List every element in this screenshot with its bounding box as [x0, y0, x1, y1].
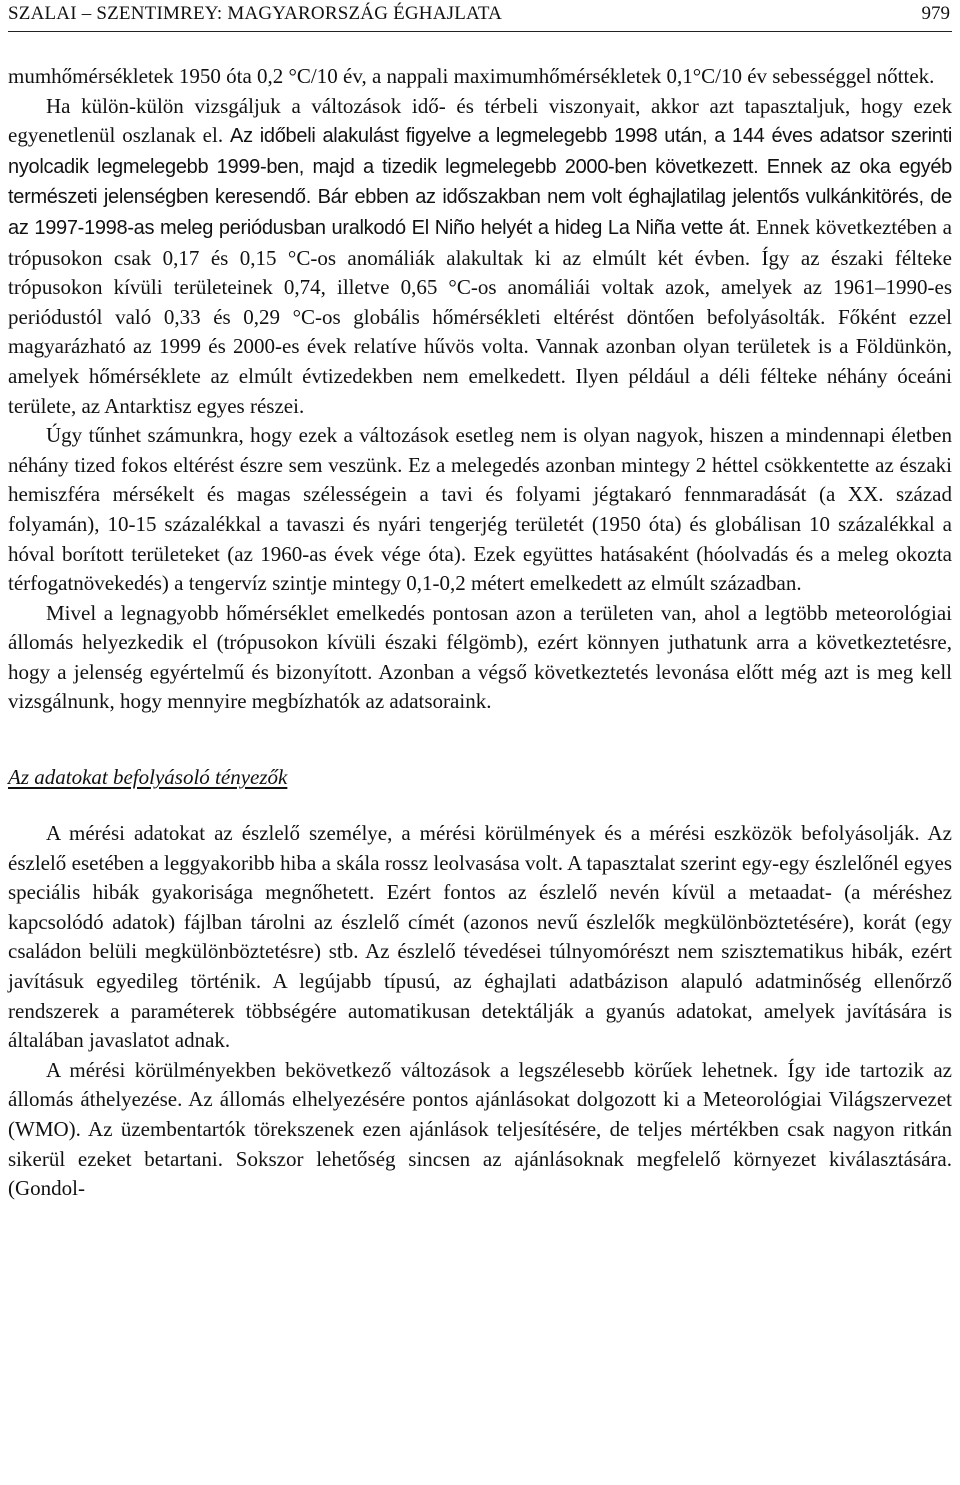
paragraph-spatial-temporal-rest: Ennek következtében a trópusokon csak 0,17 és 0,15 °C-os anomáliák alakultak ki az elmúlt két évben. Így az északi félteke trópusokon kívüli területeinek 0,74, illetve 0,65 °C-os anomáliái voltak azok, amelyek az 1961–1990-es periódustól való 0,33 és 0,29 °C-os globális hőmérsékleti eltérést döntően befolyásolták. Főként ezzel magyarázható az 1999 és 2000-es évek relatíve hűvös volta. Vannak azonban olyan területek is a Földünkön, amelyek hőmérséklete az elmúlt évtizedekben nem emelkedett. Ilyen például a déli félteke néhány óceáni területe, az Antarktisz egyes részei.: [8, 214, 952, 418]
body-text: [8, 62, 952, 1204]
paragraph-station-reliability: Mivel a legnagyobb hőmérséklet emelkedés pontosan azon a területen van, ahol a legtöbb meteorológiai állomás helyezkedik el (trópusokon kívüli északi félgömb), ezért könnyen juthatunk arra a következtetésre, hogy a jelenség egyértelmű és bizonyított. Azonban a végső következtetés levonása előtt még azt is meg kell vizsgálnunk, hogy mennyire megbízhatók az adatsoraink.: [8, 600, 952, 714]
paragraph-continuation: mumhőmérsékletek 1950 óta 0,2 °C/10 év, a nappali maximumhőmérsékletek 0,1°C/10 év sebességgel nőttek.: [8, 64, 935, 88]
paragraph-changes-size: Úgy tűnhet számunkra, hogy ezek a változások esetleg nem is olyan nagyok, hiszen a mindennapi életben néhány tized fokos eltérést észre sem veszünk. Ez a melegedés azonban mintegy 2 héttel csökkentette az északi hemiszféra mérsékelt és magas szélességein a tavi és folyami jégtakaró fennmaradását (a XX. század folyamán), 10-15 százalékkal a tavaszi és nyári tengerjég területét (1950 óta) és globálisan 10 százalékkal a hóval borított területeket (az 1960-as évek vége óta). Ezek együttes hatásaként (hóolvadás és a meleg okozta térfogatnövekedés) a tengervíz szintje mintegy 0,1-0,2 métert emelkedett az elmúlt században.: [8, 423, 952, 596]
paragraph-observer: A mérési adatokat az észlelő személye, a mérési körülmények és a mérési eszközök befolyásolják. Az észlelő esetében a leggyakoribb hiba a skála rossz leolvasása volt. A tapasztalat szerint egy-egy észlelőnél egyes speciális hibák gyakorisága megnőhetett. Ezért fontos az észlelő nevén kívül a metaadat- (a méréshez kapcsolódó adatok) fájlban tárolni az észlelő címét (azonos nevű észlelők megkülönböztetésére), korát (egy családon belüli megkülönböztetésre) stb. Az észlelő tévedései túlnyomórészt nem szisztematikus hibák, ezért javításuk egyedileg történik. A legújabb típusú, az éghajlati adatbázison alapuló adatminőség ellenőrző rendszerek a paraméterek többségére automatikusan detektálják a gyanús adatokat, amelyek javítására is általában javaslatot adnak.: [8, 821, 952, 1053]
running-header: [8, 0, 952, 32]
paragraph-spatial-temporal: [8, 92, 952, 422]
paragraph-measurement-conditions: A mérési körülményekben bekövetkező változások a legszélesebb körűek lehetnek. Így ide tartozik az állomás áthelyezése. Az állomás elhelyezésére pontos ajánlásokat dolgozott ki a Meteorológiai Világszervezet (WMO). Az üzembentartók törekszenek ezen ajánlások teljesítésére, de teljes mértékben csak nagyon ritkán sikerül ezeket betartani. Sokszor lehetőség sincsen az ajánlásoknak megfelelő környezet kiválasztására. (Gondol-: [8, 1057, 952, 1201]
section-influencing-factors: [8, 819, 952, 1204]
page-number: 979: [921, 3, 950, 24]
paragraph-spatial-temporal-sans: Az időbeli alakulást figyelve a legmelegebb 1998 után, a 144 éves adatsor szerinti nyolcadik legmelegebb 1999-ben, majd a tizedik legmelegebb 2000-ben következett. Ennek az oka egyéb természeti jelenségben keresendő. Bár ebben az időszakban nem volt éghajlatilag jelentős vulkánkitörés, de az 1997-1998-as meleg periódusban uralkodó El Niño helyét a hideg La Niña vette át.: [8, 125, 952, 239]
running-title: SZALAI – SZENTIMREY: MAGYARORSZÁG ÉGHAJLATA: [8, 3, 503, 24]
section-heading: Az adatokat befolyásoló tényezők: [8, 765, 288, 790]
paragraph-spatial-temporal-intro: Ha külön-külön vizsgáljuk a változások idő- és térbeli viszonyait, akkor azt tapasztaljuk, hogy ezek egyenetlenül oszlanak el.: [8, 93, 952, 148]
